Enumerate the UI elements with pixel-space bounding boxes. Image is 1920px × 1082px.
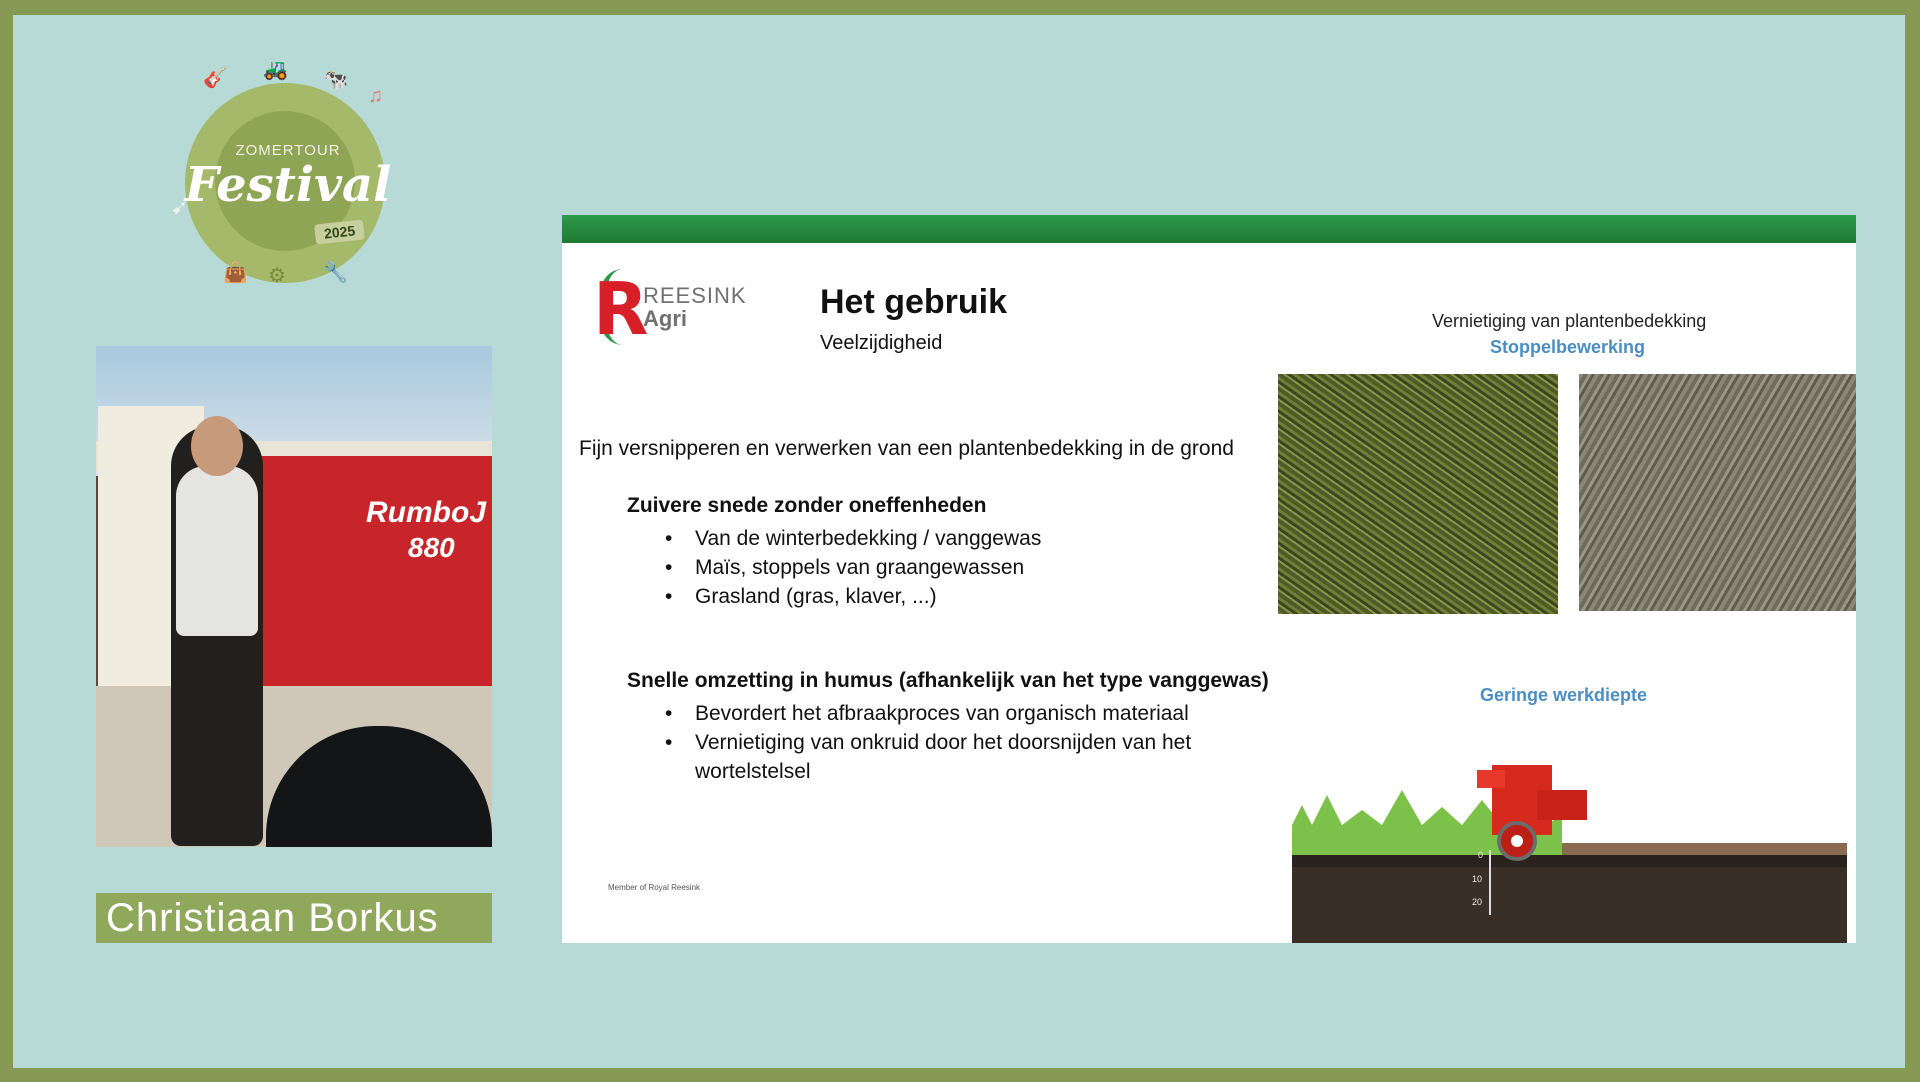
logo-festival-text: Festival (184, 157, 392, 213)
cow-icon: 🐄 (323, 69, 348, 91)
slide-subtitle: Veelzijdigheid (820, 332, 943, 354)
guitar-icon: 🎸 (203, 67, 228, 89)
caption-stubble: Stoppelbewerking (1490, 337, 1646, 357)
video-brand-text-2: 880 (408, 532, 455, 563)
tilled-strip (1562, 843, 1847, 855)
bullet-item: • Bevordert het afbraakproces van organisch materiaal (695, 699, 1197, 728)
tractor-icon: 🚜 (263, 59, 288, 81)
arrow-icon: ➹ (171, 197, 188, 219)
footer-member-text: Member of Royal Reesink (608, 883, 701, 892)
section2-bullets (637, 699, 1197, 786)
tillage-illustration (1292, 725, 1847, 943)
logo-zomertour-text: ZOMERTOUR (235, 142, 341, 159)
presentation-slide (562, 215, 1856, 943)
depth-label-20: 20 (1472, 897, 1483, 907)
video-red-machine (242, 456, 492, 706)
slide-intro: Fijn versnipperen en verwerken van een plantenbedekking in de grond (579, 437, 1234, 460)
logo-text-reesink: REESINK (643, 283, 747, 308)
speaker-name: Christiaan Borkus (106, 896, 439, 940)
speaker-head (191, 416, 243, 476)
music-note-icon: ♫ (368, 85, 383, 107)
bullet-item: • Maïs, stoppels van graangewassen (695, 553, 1137, 582)
bullet-item: • Vernietiging van onkruid door het doorsnijden van het wortelstelsel (695, 728, 1197, 786)
speaker-nameplate (96, 893, 492, 943)
video-brand-text-1: RumboJ (366, 496, 486, 529)
reesink-logo (593, 267, 747, 354)
depth-label-0: 0 (1478, 850, 1484, 860)
speaker-shirt (176, 466, 258, 636)
bullet-item: • Grasland (gras, klaver, ...) (695, 582, 1137, 611)
depth-label-10: 10 (1472, 874, 1483, 884)
gear-icon: ⚙ (268, 265, 286, 287)
photo-tilled-soil (1579, 374, 1856, 611)
bullet-item: • Van de winterbedekking / vanggewas (695, 524, 1137, 553)
slide-title: Het gebruik (820, 283, 1008, 321)
logo-r-mark: R (593, 267, 649, 351)
section2-heading: Snelle omzetting in humus (afhankelijk van het type vanggewas) (627, 669, 1269, 692)
section1-heading: Zuivere snede zonder oneffenheden (627, 494, 987, 517)
photo-plant-cover (1278, 374, 1558, 614)
background-stage (13, 15, 1905, 1068)
caption-shallow-depth: Geringe werkdiepte (1480, 685, 1648, 705)
caption-destruction: Vernietiging van plantenbedekking (1432, 311, 1707, 331)
logo-text-agri: Agri (643, 306, 687, 331)
speaker-video (96, 346, 492, 847)
soil-top-band (1292, 853, 1847, 867)
logo-year-badge: 2025 (314, 219, 365, 244)
slide-top-bar (562, 215, 1856, 243)
section1-bullets (637, 524, 1137, 611)
festival-logo (163, 45, 413, 305)
bag-icon: 👜 (223, 262, 248, 284)
wrench-icon: 🔧 (323, 262, 348, 284)
